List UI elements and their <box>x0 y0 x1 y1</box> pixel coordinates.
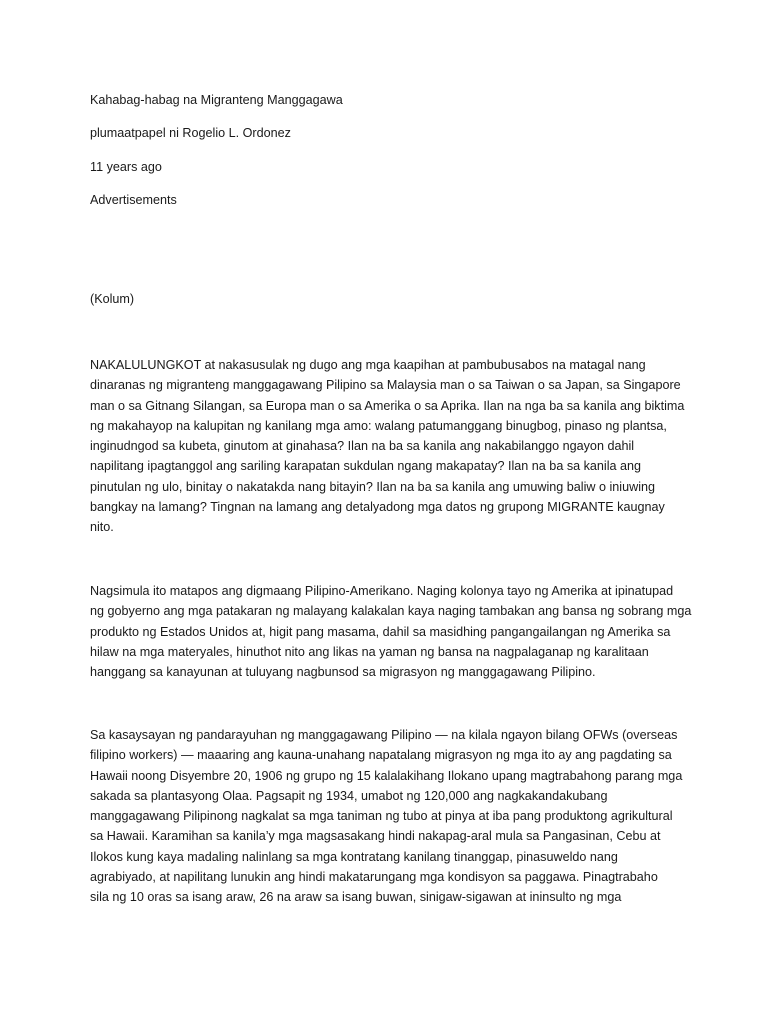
paragraph-line: Hawaii noong Disyembre 20, 1906 ng grupo ng 15 kalalakihang Ilokano upang magtrabahong parang mga <box>90 768 683 783</box>
paragraph-line: ng gobyerno ang mga patakaran ng malayang kalakalan kaya naging tambakan ang bansa ng sobrang mga <box>90 604 692 619</box>
paragraph-line: man o sa Gitnang Silangan, sa Europa man o sa Amerika o sa Aprika. Ilan na nga ba sa kanila ang biktima <box>90 398 685 413</box>
paragraph-line: nito. <box>90 520 114 535</box>
paragraph-line: sakada sa plantasyong Olaa. Pagsapit ng 1934, umabot ng 120,000 ang nagkakandakubang <box>90 788 608 803</box>
paragraph-line: manggagawang Pilipinong nagkalat sa mga taniman ng tubo at pinya at iba pang produktong agrikultural <box>90 809 673 824</box>
paragraph-line: sa Hawaii. Karamihan sa kanila’y mga magsasakang hindi nakapag-aral mula sa Pangasinan, Cebu at <box>90 829 661 844</box>
post-age: 11 years ago <box>90 160 162 174</box>
paragraph-3 <box>90 725 690 908</box>
paragraph-line: filipino workers) — maaaring ang kauna-unahang napatalang migrasyon ng mga ito ay ang pagdating sa <box>90 748 672 763</box>
paragraph-line: hilaw na mga materyales, hinuthot nito ang likas na yaman ng bansa na nagpalaganap ng karalitaan <box>90 644 649 659</box>
paragraph-line: Sa kasaysayan ng pandarayuhan ng manggagawang Pilipino — na kilala ngayon bilang OFWs (overseas <box>90 728 678 742</box>
byline: plumaatpapel ni Rogelio L. Ordonez <box>90 126 291 140</box>
paragraph-2 <box>90 581 690 682</box>
paragraph-line: bangkay na lamang? Tingnan na lamang ang detalyadong mga datos ng grupong MIGRANTE kaugnay <box>90 500 665 515</box>
paragraph-line: hanggang sa kanayunan at tuluyang nagbunsod sa migrasyon ng manggagawang Pilipino. <box>90 665 596 680</box>
paragraph-1 <box>90 355 690 538</box>
section-label: (Kolum) <box>90 292 135 306</box>
paragraph-line: napilitang ipagtanggol ang sariling karapatan sukdulan ngang makapatay? Ilan na ba sa kanila ang <box>90 459 642 474</box>
advertisements-label: Advertisements <box>90 193 177 207</box>
paragraph-line: sila ng 10 oras sa isang araw, 26 na araw sa isang buwan, sinigaw-sigawan at ininsulto ng mga <box>90 890 622 905</box>
paragraph-line: inginudngod sa kubeta, ginutom at ginahasa? Ilan na ba sa kanila ang nakabilanggo ngayon dahil <box>90 439 635 454</box>
article-title: Kahabag-habag na Migranteng Manggagawa <box>90 93 343 107</box>
paragraph-line: Ilokos kung kaya madaling nalinlang sa mga kontratang kanilang tinanggap, pinasuweldo nang <box>90 849 618 864</box>
paragraph-line: ng makahayop na kalupitan ng kanilang mga amo: walang patumanggang binugbog, pinaso ng plantsa, <box>90 418 667 433</box>
paragraph-line: pinutulan ng ulo, binitay o nakatakda nang bitayin? Ilan na ba sa kanila ang umuwing baliw o iniuwing <box>90 479 656 494</box>
paragraph-line: produkto ng Estados Unidos at, higit pang masama, dahil sa masidhing pangangailangan ng Amerika sa <box>90 624 671 639</box>
paragraph-line: agrabiyado, at napilitang lunukin ang hindi makatarungang mga kondisyon sa paggawa. Pinagtrabaho <box>90 870 658 885</box>
paragraph-line: dinaranas ng migranteng manggagawang Pilipino sa Malaysia man o sa Taiwan o sa Japan, sa Singapore <box>90 378 681 393</box>
paragraph-line: NAKALULUNGKOT at nakasusulak ng dugo ang mga kaapihan at pambubusabos na matagal nang <box>90 358 646 372</box>
paragraph-line: Nagsimula ito matapos ang digmaang Pilipino-Amerikano. Naging kolonya tayo ng Amerika at ipinatupad <box>90 584 674 598</box>
